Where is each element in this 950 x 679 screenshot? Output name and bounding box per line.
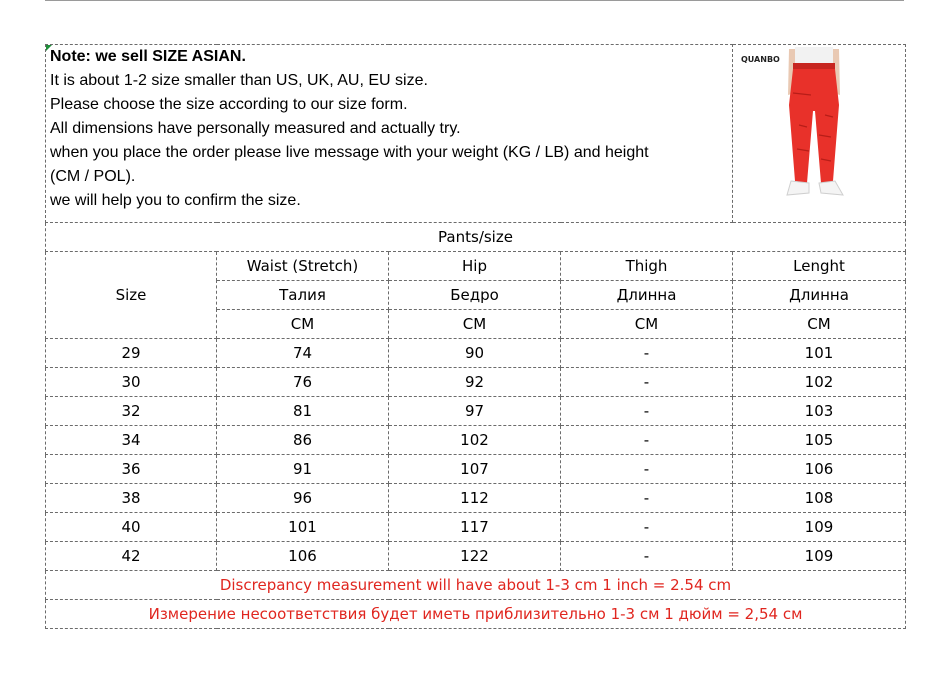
footer-row-en [46, 571, 906, 600]
note-line-heading: Note: we sell SIZE ASIAN. [50, 48, 246, 65]
hip-cell: 102 [389, 426, 561, 455]
left-shoe [787, 181, 809, 195]
thigh-cell: - [561, 513, 733, 542]
hip-cell: 92 [389, 368, 561, 397]
col-header-length: Lenght [733, 252, 906, 281]
hip-cell: 90 [389, 339, 561, 368]
product-photo [733, 45, 905, 213]
size-cell: 29 [46, 339, 217, 368]
size-cell: 40 [46, 513, 217, 542]
note-line: It is about 1-2 size smaller than US, UK, AU, EU size. [50, 72, 428, 89]
hip-cell: 107 [389, 455, 561, 484]
top-divider [45, 0, 904, 1]
hip-cell: 117 [389, 513, 561, 542]
size-cell: 32 [46, 397, 217, 426]
col-unit: CM [217, 310, 389, 339]
thigh-cell: - [561, 455, 733, 484]
footer-row-ru [46, 600, 906, 629]
note-line: when you place the order please live message with your weight (KG / LB) and height [50, 144, 649, 161]
waist-cell: 96 [217, 484, 389, 513]
waist-cell: 101 [217, 513, 389, 542]
discrepancy-note-en: Discrepancy measurement will have about 1-3 cm 1 inch = 2.54 cm [46, 571, 906, 600]
col-header-thigh-ru: Длинна [561, 281, 733, 310]
note-cell [46, 45, 733, 223]
note-row [46, 45, 906, 223]
table-row [46, 513, 906, 542]
waistband [793, 63, 835, 69]
thigh-cell: - [561, 397, 733, 426]
length-cell: 102 [733, 368, 906, 397]
col-header-waist-ru: Талия [217, 281, 389, 310]
col-unit: CM [561, 310, 733, 339]
table-title: Pants/size [46, 223, 906, 252]
table-row [46, 368, 906, 397]
note-line: (CM / POL). [50, 168, 136, 185]
table-row [46, 484, 906, 513]
size-header: Size [46, 252, 217, 339]
length-cell: 101 [733, 339, 906, 368]
size-cell: 30 [46, 368, 217, 397]
note-line: Please choose the size according to our size form. [50, 96, 408, 113]
hip-cell: 112 [389, 484, 561, 513]
size-cell: 38 [46, 484, 217, 513]
table-row [46, 455, 906, 484]
waist-cell: 76 [217, 368, 389, 397]
note-line: All dimensions have personally measured and actually try. [50, 120, 461, 137]
hip-cell: 97 [389, 397, 561, 426]
brand-logo: QUANBO [741, 55, 780, 64]
length-cell: 103 [733, 397, 906, 426]
hip-cell: 122 [389, 542, 561, 571]
discrepancy-note-ru: Измерение несоответствия будет иметь приблизительно 1-3 см 1 дюйм = 2,54 см [46, 600, 906, 629]
length-cell: 109 [733, 513, 906, 542]
length-cell: 106 [733, 455, 906, 484]
length-cell: 109 [733, 542, 906, 571]
table-row [46, 397, 906, 426]
table-row [46, 542, 906, 571]
waist-cell: 86 [217, 426, 389, 455]
thigh-cell: - [561, 426, 733, 455]
size-chart-table [45, 44, 906, 629]
size-cell: 34 [46, 426, 217, 455]
thigh-cell: - [561, 542, 733, 571]
col-header-hip: Hip [389, 252, 561, 281]
note-line: we will help you to confirm the size. [50, 192, 301, 209]
product-photo-cell [733, 45, 906, 223]
col-header-waist: Waist (Stretch) [217, 252, 389, 281]
waist-cell: 91 [217, 455, 389, 484]
table-row [46, 426, 906, 455]
waist-cell: 74 [217, 339, 389, 368]
thigh-cell: - [561, 339, 733, 368]
size-cell: 42 [46, 542, 217, 571]
red-pants [789, 69, 839, 183]
waist-cell: 81 [217, 397, 389, 426]
length-cell: 105 [733, 426, 906, 455]
col-header-hip-ru: Бедро [389, 281, 561, 310]
thigh-cell: - [561, 368, 733, 397]
thigh-cell: - [561, 484, 733, 513]
right-shoe [819, 181, 843, 195]
size-chart-sheet [45, 44, 905, 629]
col-unit: CM [733, 310, 906, 339]
comment-marker-icon [46, 45, 52, 51]
title-row [46, 223, 906, 252]
model-torso [793, 47, 835, 65]
col-header-thigh: Thigh [561, 252, 733, 281]
waist-cell: 106 [217, 542, 389, 571]
table-row [46, 339, 906, 368]
header-row-en [46, 252, 906, 281]
length-cell: 108 [733, 484, 906, 513]
col-header-length-ru: Длинна [733, 281, 906, 310]
size-cell: 36 [46, 455, 217, 484]
col-unit: CM [389, 310, 561, 339]
